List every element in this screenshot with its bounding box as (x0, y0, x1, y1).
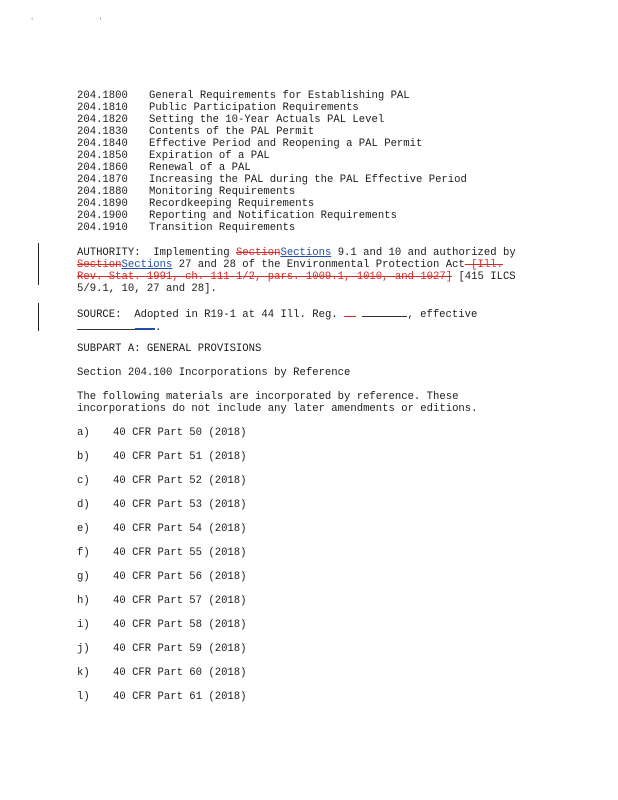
list-item: h) 40 CFR Part 57 (2018) (77, 595, 247, 607)
scan-specks: ' ' (30, 18, 133, 26)
list-item: k) 40 CFR Part 60 (2018) (77, 667, 247, 679)
list-item: g) 40 CFR Part 56 (2018) (77, 571, 247, 583)
toc-row: 204.1840 Effective Period and Reopening a PAL Permit (77, 138, 423, 150)
change-bar-authority (38, 243, 39, 285)
toc-row: 204.1880 Monitoring Requirements (77, 186, 296, 198)
list-item: a) 40 CFR Part 50 (2018) (77, 427, 247, 439)
source-note: SOURCE: Adopted in R19-1 at 44 Ill. Reg. , effective . (77, 309, 478, 334)
toc-row: 204.1820 Setting the 10-Year Actuals PAL Level (77, 114, 385, 126)
list-item: f) 40 CFR Part 55 (2018) (77, 547, 247, 559)
toc-row: 204.1860 Renewal of a PAL (77, 162, 251, 174)
subpart-heading: SUBPART A: GENERAL PROVISIONS (77, 343, 262, 355)
authority-note: AUTHORITY: Implementing SectionSections 9.1 and 10 and authorized by SectionSections 27 and 28 of the Environmental Protection Act [Ill. Rev. Stat. 1991, ch. 111 1/2, pars. 1009.1, 1010, and 1027] [415 ILCS 5/9.1, 10, 27 and 28]. (77, 247, 516, 295)
deleted-text: Section (235, 247, 281, 259)
section-heading: Section 204.100 Incorporations by Reference (77, 367, 351, 379)
inserted-blank (135, 319, 155, 330)
deleted-text: Section (77, 259, 122, 271)
list-item: j) 40 CFR Part 59 (2018) (77, 643, 247, 655)
toc-row: 204.1910 Transition Requirements (77, 222, 296, 234)
deleted-blank (344, 307, 356, 317)
volume-blank (362, 307, 407, 317)
toc-row: 204.1810 Public Participation Requirements (77, 102, 359, 114)
toc-row: 204.1830 Contents of the PAL Permit (77, 126, 315, 138)
list-item: l) 40 CFR Part 61 (2018) (77, 691, 247, 703)
toc-row: 204.1800 General Requirements for Establishing PAL (77, 90, 410, 102)
change-bar-source (38, 303, 39, 331)
list-item: b) 40 CFR Part 51 (2018) (77, 451, 247, 463)
toc-row: 204.1900 Reporting and Notification Requirements (77, 210, 397, 222)
list-item: e) 40 CFR Part 54 (2018) (77, 523, 247, 535)
list-item: d) 40 CFR Part 53 (2018) (77, 499, 247, 511)
effective-date-blank (77, 320, 135, 330)
toc-row: 204.1890 Recordkeeping Requirements (77, 198, 315, 210)
table-of-contents (77, 90, 467, 234)
deleted-text: [Ill. (464, 259, 503, 271)
list-item: c) 40 CFR Part 52 (2018) (77, 475, 247, 487)
list-item: i) 40 CFR Part 58 (2018) (77, 619, 247, 631)
deleted-text: Rev. Stat. 1991, ch. 111 1/2, pars. 1009.1, 1010, and 1027] (77, 271, 453, 283)
toc-row: 204.1870 Increasing the PAL during the PAL Effective Period (77, 174, 467, 186)
inserted-text: Sections (280, 247, 332, 259)
intro-paragraph: The following materials are incorporated by reference. These incorporations do not include any later amendments or editions. (77, 391, 478, 415)
toc-row: 204.1850 Expiration of a PAL (77, 150, 270, 162)
inserted-text: Sections (121, 259, 173, 271)
